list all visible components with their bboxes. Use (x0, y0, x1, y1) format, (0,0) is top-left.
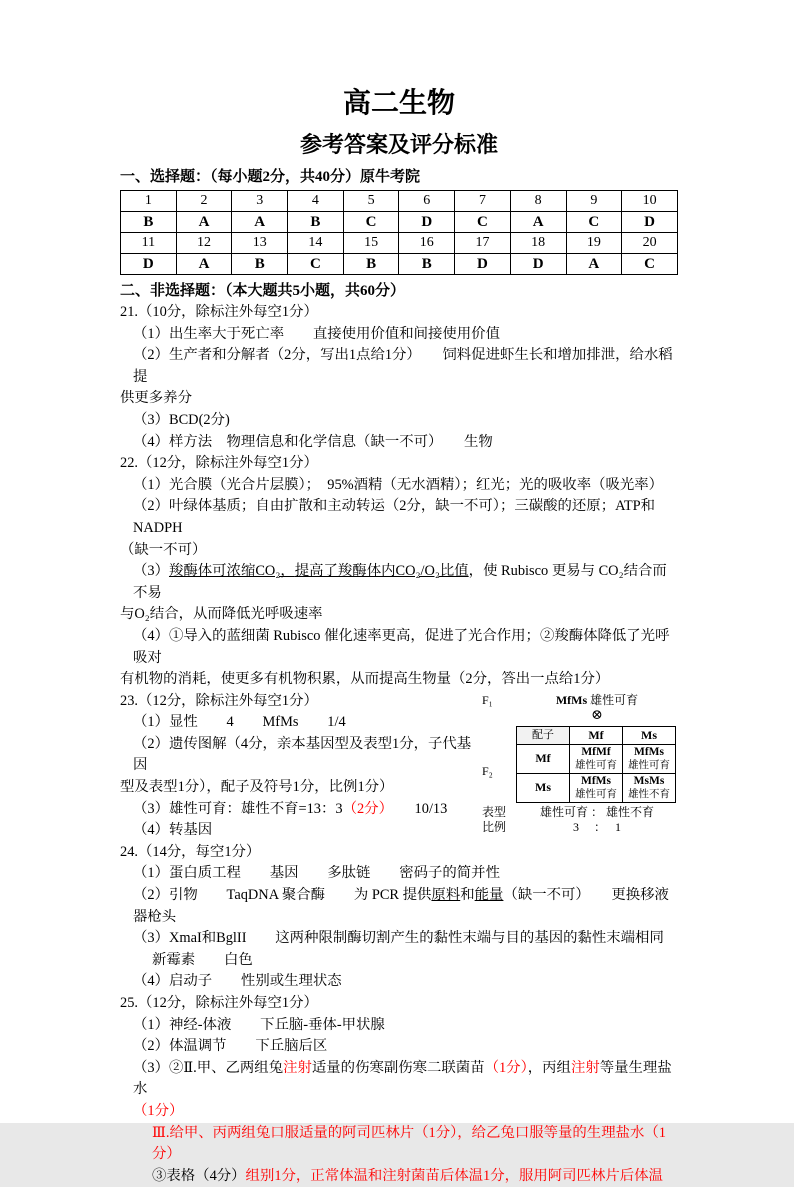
text-segment: （1）神经-体液 下丘脑-垂体-甲状腺 (133, 1016, 385, 1033)
doc-subtitle: 参考答案及评分标准 (299, 132, 498, 157)
text-line (120, 626, 678, 669)
phenotype: 雄性可育 (575, 759, 617, 771)
gamete-row-mf: Mf (517, 744, 570, 773)
genotype: MfMf (581, 745, 611, 758)
text-segment: 新霉素 白色 (152, 951, 253, 968)
text-line (120, 561, 678, 604)
text-line (120, 1015, 678, 1037)
text-segment: （4）样方法 物理信息和化学信息（缺一不可） 生物 (133, 433, 493, 450)
question-number-row (121, 233, 678, 254)
answer-cell: A (232, 212, 288, 233)
text-segment: （3）XmaI和BglII 这两种限制酶切割产生的黏性末端与目的基因的黏性末端相同 (133, 930, 664, 947)
text-segment: 适量的伤寒副伤寒二联菌苗 (311, 1059, 485, 1076)
question-number-cell: 19 (566, 233, 622, 254)
genotype: MfMs (580, 774, 611, 787)
answer-cell: A (510, 212, 566, 233)
text-line (120, 475, 678, 497)
text-segment: （2）体温调节 下丘脑后区 (133, 1038, 328, 1055)
text-segment: （4）转基因 (133, 822, 213, 839)
answer-cell: C (455, 212, 511, 233)
answer-cell: B (288, 212, 344, 233)
question-number-cell: 13 (232, 233, 288, 254)
answer-cell: B (343, 254, 399, 275)
f1-value (516, 693, 678, 708)
text-line (120, 302, 678, 324)
text-segment: 22.（12分，除标注外每空1分） (120, 455, 318, 472)
text-segment: 原料 (431, 887, 461, 904)
text-segment: 供更多养分 (120, 390, 192, 407)
punnett-cell (570, 773, 623, 802)
text-segment: Ⅲ.给甲、丙两组兔口服适量的阿司匹林片（1分），给乙兔口服等量的生理盐水（1分） (152, 1124, 666, 1163)
question-number-cell: 7 (455, 191, 511, 212)
answer-cell: D (622, 212, 678, 233)
text-line (120, 1036, 678, 1058)
text-segment: 注射 (283, 1059, 312, 1076)
question-number-cell: 10 (622, 191, 678, 212)
punnett-cell (623, 773, 676, 802)
punnett-cell (570, 744, 623, 773)
answer-table (120, 190, 678, 275)
text-segment: 提高了羧酶体内CO₂/O₂比值 (294, 563, 469, 580)
text-segment: 等量生理盐水 (133, 1059, 672, 1098)
question-number-cell: 11 (121, 233, 177, 254)
answer-row (121, 254, 678, 275)
f2-label: F₂ (482, 763, 493, 778)
question-number-cell: 14 (288, 233, 344, 254)
punnett-row-2 (517, 773, 676, 802)
answer-cell: B (232, 254, 288, 275)
question-number-cell: 12 (176, 233, 232, 254)
genotype: MfMs (633, 745, 664, 758)
text-line (120, 432, 678, 454)
self-cross-icon: ⊗ (591, 707, 603, 723)
text-line (120, 1166, 678, 1187)
phenotype: 雄性可育 (628, 759, 670, 771)
text-line (120, 345, 678, 388)
question-number-cell: 15 (343, 233, 399, 254)
question-22 (120, 453, 678, 691)
f1-genotype: MfMs (555, 692, 588, 707)
answer-cell: C (566, 212, 622, 233)
text-segment: （3） (133, 563, 169, 580)
text-segment: 和 (460, 887, 475, 904)
text-segment: 组别1分，正常体温和注射菌苗后体温1分，服用阿司匹林片后体温 (245, 1167, 663, 1184)
text-segment: 10/13 (385, 800, 448, 817)
text-line (120, 993, 678, 1015)
question-number-cell: 20 (622, 233, 678, 254)
section2-heading: 二、非选择题：（本大题共5小题，共60分） (120, 283, 406, 299)
answer-cell: C (622, 254, 678, 275)
answer-cell: A (176, 254, 232, 275)
text-line (120, 324, 678, 346)
question-21 (120, 302, 678, 453)
f1-label: F₁ (482, 692, 493, 707)
text-segment: （2）叶绿体基质；自由扩散和主动转运（2分，缺一不可）；三碳酸的还原；ATP和NADPH (133, 498, 656, 536)
question-number-cell: 5 (343, 191, 399, 212)
question-23 (120, 691, 678, 842)
text-segment: ③表格（4分） (152, 1167, 246, 1184)
text-segment: （2）引物 TaqDNA 聚合酶 为 PCR 提供 (133, 887, 432, 904)
text-line (120, 410, 678, 432)
text-line (120, 1101, 678, 1123)
text-line (120, 496, 678, 539)
text-segment: （4）①导入的蓝细菌 Rubisco 催化速率更高，促进了光合作用；②羧酶体降低了光呼吸对 (133, 627, 670, 666)
text-segment: （1）出生率大于死亡率 直接使用价值和间接使用价值 (133, 325, 500, 342)
question-number-cell: 3 (232, 191, 288, 212)
text-line (120, 842, 678, 864)
text-segment: （1分） (484, 1059, 528, 1076)
phenotype-text: 雄性可育 ： 雄性不育 (539, 804, 654, 819)
question-number-cell: 18 (510, 233, 566, 254)
ratio-label: 比例 (482, 819, 507, 834)
text-segment: 与O₂结合，从而降低光呼吸速率 (120, 606, 323, 623)
question-number-cell: 9 (566, 191, 622, 212)
question-number-row (121, 191, 678, 212)
gamete-row-ms: Ms (517, 773, 570, 802)
answer-cell: D (510, 254, 566, 275)
answer-cell: C (343, 212, 399, 233)
ratio-row (482, 820, 678, 835)
gamete-col-ms: Ms (623, 726, 676, 744)
punnett-square (516, 726, 676, 803)
answer-cell: D (121, 254, 177, 275)
text-segment: 24.（14分，每空1分） (120, 843, 261, 860)
answer-row (121, 212, 678, 233)
question-number-cell: 8 (510, 191, 566, 212)
text-line (120, 604, 678, 626)
text-line (120, 669, 678, 691)
question-number-cell: 4 (288, 191, 344, 212)
text-segment: 注射 (570, 1059, 600, 1076)
text-segment: （2）遗传图解（4分，亲本基因型及表型1分，子代基因 (133, 735, 472, 774)
text-segment: （缺一不可） (120, 541, 207, 558)
genetic-cross-diagram (482, 693, 678, 835)
text-segment: 25.（12分，除标注外每空1分） (120, 995, 318, 1011)
section1-heading: 一、选择题：（每小题2分，共40分）原牛考院 (120, 169, 421, 185)
text-line (120, 1123, 678, 1166)
text-segment: （3）②Ⅱ.甲、乙两组兔 (133, 1059, 284, 1076)
text-segment: ，使 Rubisco 更易与 CO₂结合而不易 (133, 563, 667, 601)
answer-cell: B (121, 212, 177, 233)
text-segment: 21.（10分，除标注外每空1分） (120, 304, 318, 320)
text-line (120, 1058, 678, 1101)
answer-cell: D (455, 254, 511, 275)
answer-cell: B (399, 254, 455, 275)
text-segment: 型及表型1分），配子及符号1分，比例1分） (120, 779, 394, 796)
phenotype: 雄性不育 (628, 788, 670, 800)
question-25 (120, 993, 678, 1187)
text-segment: 羧酶体可浓缩CO₂， (168, 563, 295, 580)
text-line (120, 540, 678, 562)
text-line (120, 950, 678, 972)
punnett-cell (623, 744, 676, 773)
question-number-cell: 17 (455, 233, 511, 254)
punnett-row-1 (517, 744, 676, 773)
text-segment: （2）生产者和分解者（2分，写出1点给1分） 饲料促进虾生长和增加排泄，给水稻提 (133, 347, 673, 385)
text-segment: （缺一不可） 更换移液器枪头 (133, 887, 669, 925)
answer-cell: D (399, 212, 455, 233)
text-line (120, 928, 678, 950)
text-segment: 能量 (474, 887, 504, 904)
f1-row (482, 693, 678, 708)
text-segment: （1）显性 4 MfMs 1/4 (133, 714, 346, 731)
answer-cell: A (566, 254, 622, 275)
text-segment: （1分） (133, 1102, 184, 1119)
phenotype: 雄性可育 (575, 788, 617, 800)
f1-phenotype: 雄性可育 (590, 692, 639, 707)
text-segment: （1）蛋白质工程 基因 多肽链 密码子的简并性 (133, 865, 500, 882)
text-segment: （3）BCD(2分) (133, 411, 230, 428)
text-line (120, 885, 678, 928)
question-number-cell: 2 (176, 191, 232, 212)
text-segment: （2分） (342, 800, 386, 817)
question-number-cell: 6 (399, 191, 455, 212)
doc-title: 高二生物 (342, 88, 455, 119)
text-segment: 有机物的消耗，使更多有机物积累，从而提高生物量（2分，答出一点给1分） (120, 671, 610, 688)
text-line (120, 388, 678, 410)
text-segment: （1）光合膜（光合片层膜）； 95%酒精（无水酒精）；红光；光的吸收率（吸光率） (133, 476, 664, 493)
genotype: MsMs (633, 774, 665, 787)
question-24 (120, 842, 678, 993)
answer-cell: C (288, 254, 344, 275)
gamete-header-cell: 配子 (517, 726, 570, 744)
text-line (120, 453, 678, 475)
text-line (120, 863, 678, 885)
question-number-cell: 1 (121, 191, 177, 212)
text-segment: ，丙组 (527, 1059, 571, 1076)
phenotype-row (482, 805, 678, 820)
text-segment: （4）启动子 性别或生理状态 (133, 973, 342, 990)
punnett-header-row (517, 726, 676, 744)
ratio-text: 3 ： 1 (572, 819, 621, 834)
answer-cell: A (176, 212, 232, 233)
text-segment: （3）雄性可育：雄性不育=13：3 (133, 800, 343, 817)
phenotype-label: 表型 (482, 804, 507, 819)
question-number-cell: 16 (399, 233, 455, 254)
text-segment: 23.（12分，除标注外每空1分） (120, 692, 318, 709)
gamete-col-mf: Mf (570, 726, 623, 744)
punnett-wrap (482, 726, 678, 803)
text-line (120, 971, 678, 993)
